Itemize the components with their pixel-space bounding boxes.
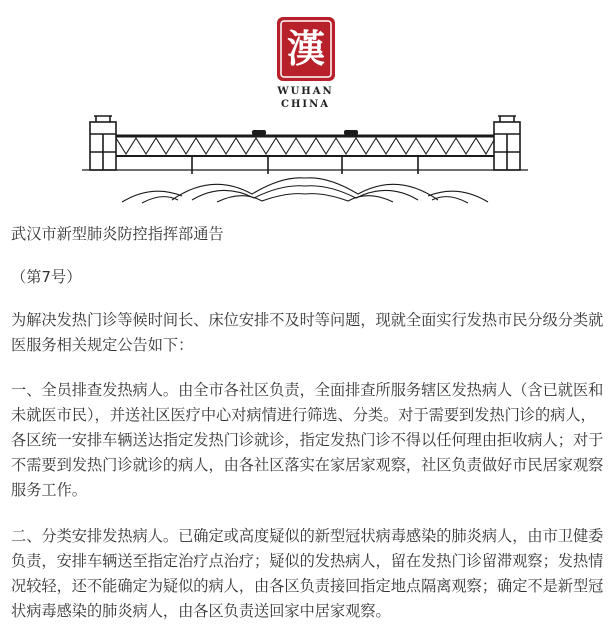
header-banner (0, 0, 611, 205)
notice-section-2: 二、分类安排发热病人。已确定或高度疑似的新型冠状病毒感染的肺炎病人，由市卫健委负责，安排车辆送至指定治疗点治疗；疑似的发热病人，留在发热门诊留滞观察；发热情况较轻，还不能确定为疑似的病人，由各区负责接回指定地点隔离观察；确定不是新型冠状病毒感染的肺炎病人，由各区负责送回家中居家观察。 (11, 527, 604, 620)
notice-issue-number: （第7号） (11, 268, 82, 286)
logo-text-china: CHINA (281, 99, 330, 110)
notice-section-1: 一、全员排查发热病人。由全市各社区负责，全面排查所服务辖区发热病人（含已就医和未就医市民），并送社区医疗中心对病情进行筛选、分类。对于需要到发热门诊的病人，各区统一安排车辆送达指定发热门诊就诊，指定发热门诊不得以任何理由拒收病人；对于不需要到发热门诊就诊的病人，由各社区落实在家居家观察，社区负责做好市民居家观察服务工作。 (11, 381, 604, 499)
svg-text:漢: 漢 (286, 26, 326, 71)
yangtze-bridge-illustration (82, 112, 528, 204)
notice-title: 武汉市新型肺炎防控指挥部通告 (11, 225, 224, 243)
notice-intro-paragraph: 为解决发热门诊等候时间长、床位安排不及时等问题，现就全面实行发热市民分级分类就医服务相关规定公告如下： (11, 311, 604, 354)
wuhan-seal-logo (276, 16, 336, 82)
notice-body (11, 222, 607, 624)
logo-text-wuhan: WUHAN (277, 86, 334, 97)
